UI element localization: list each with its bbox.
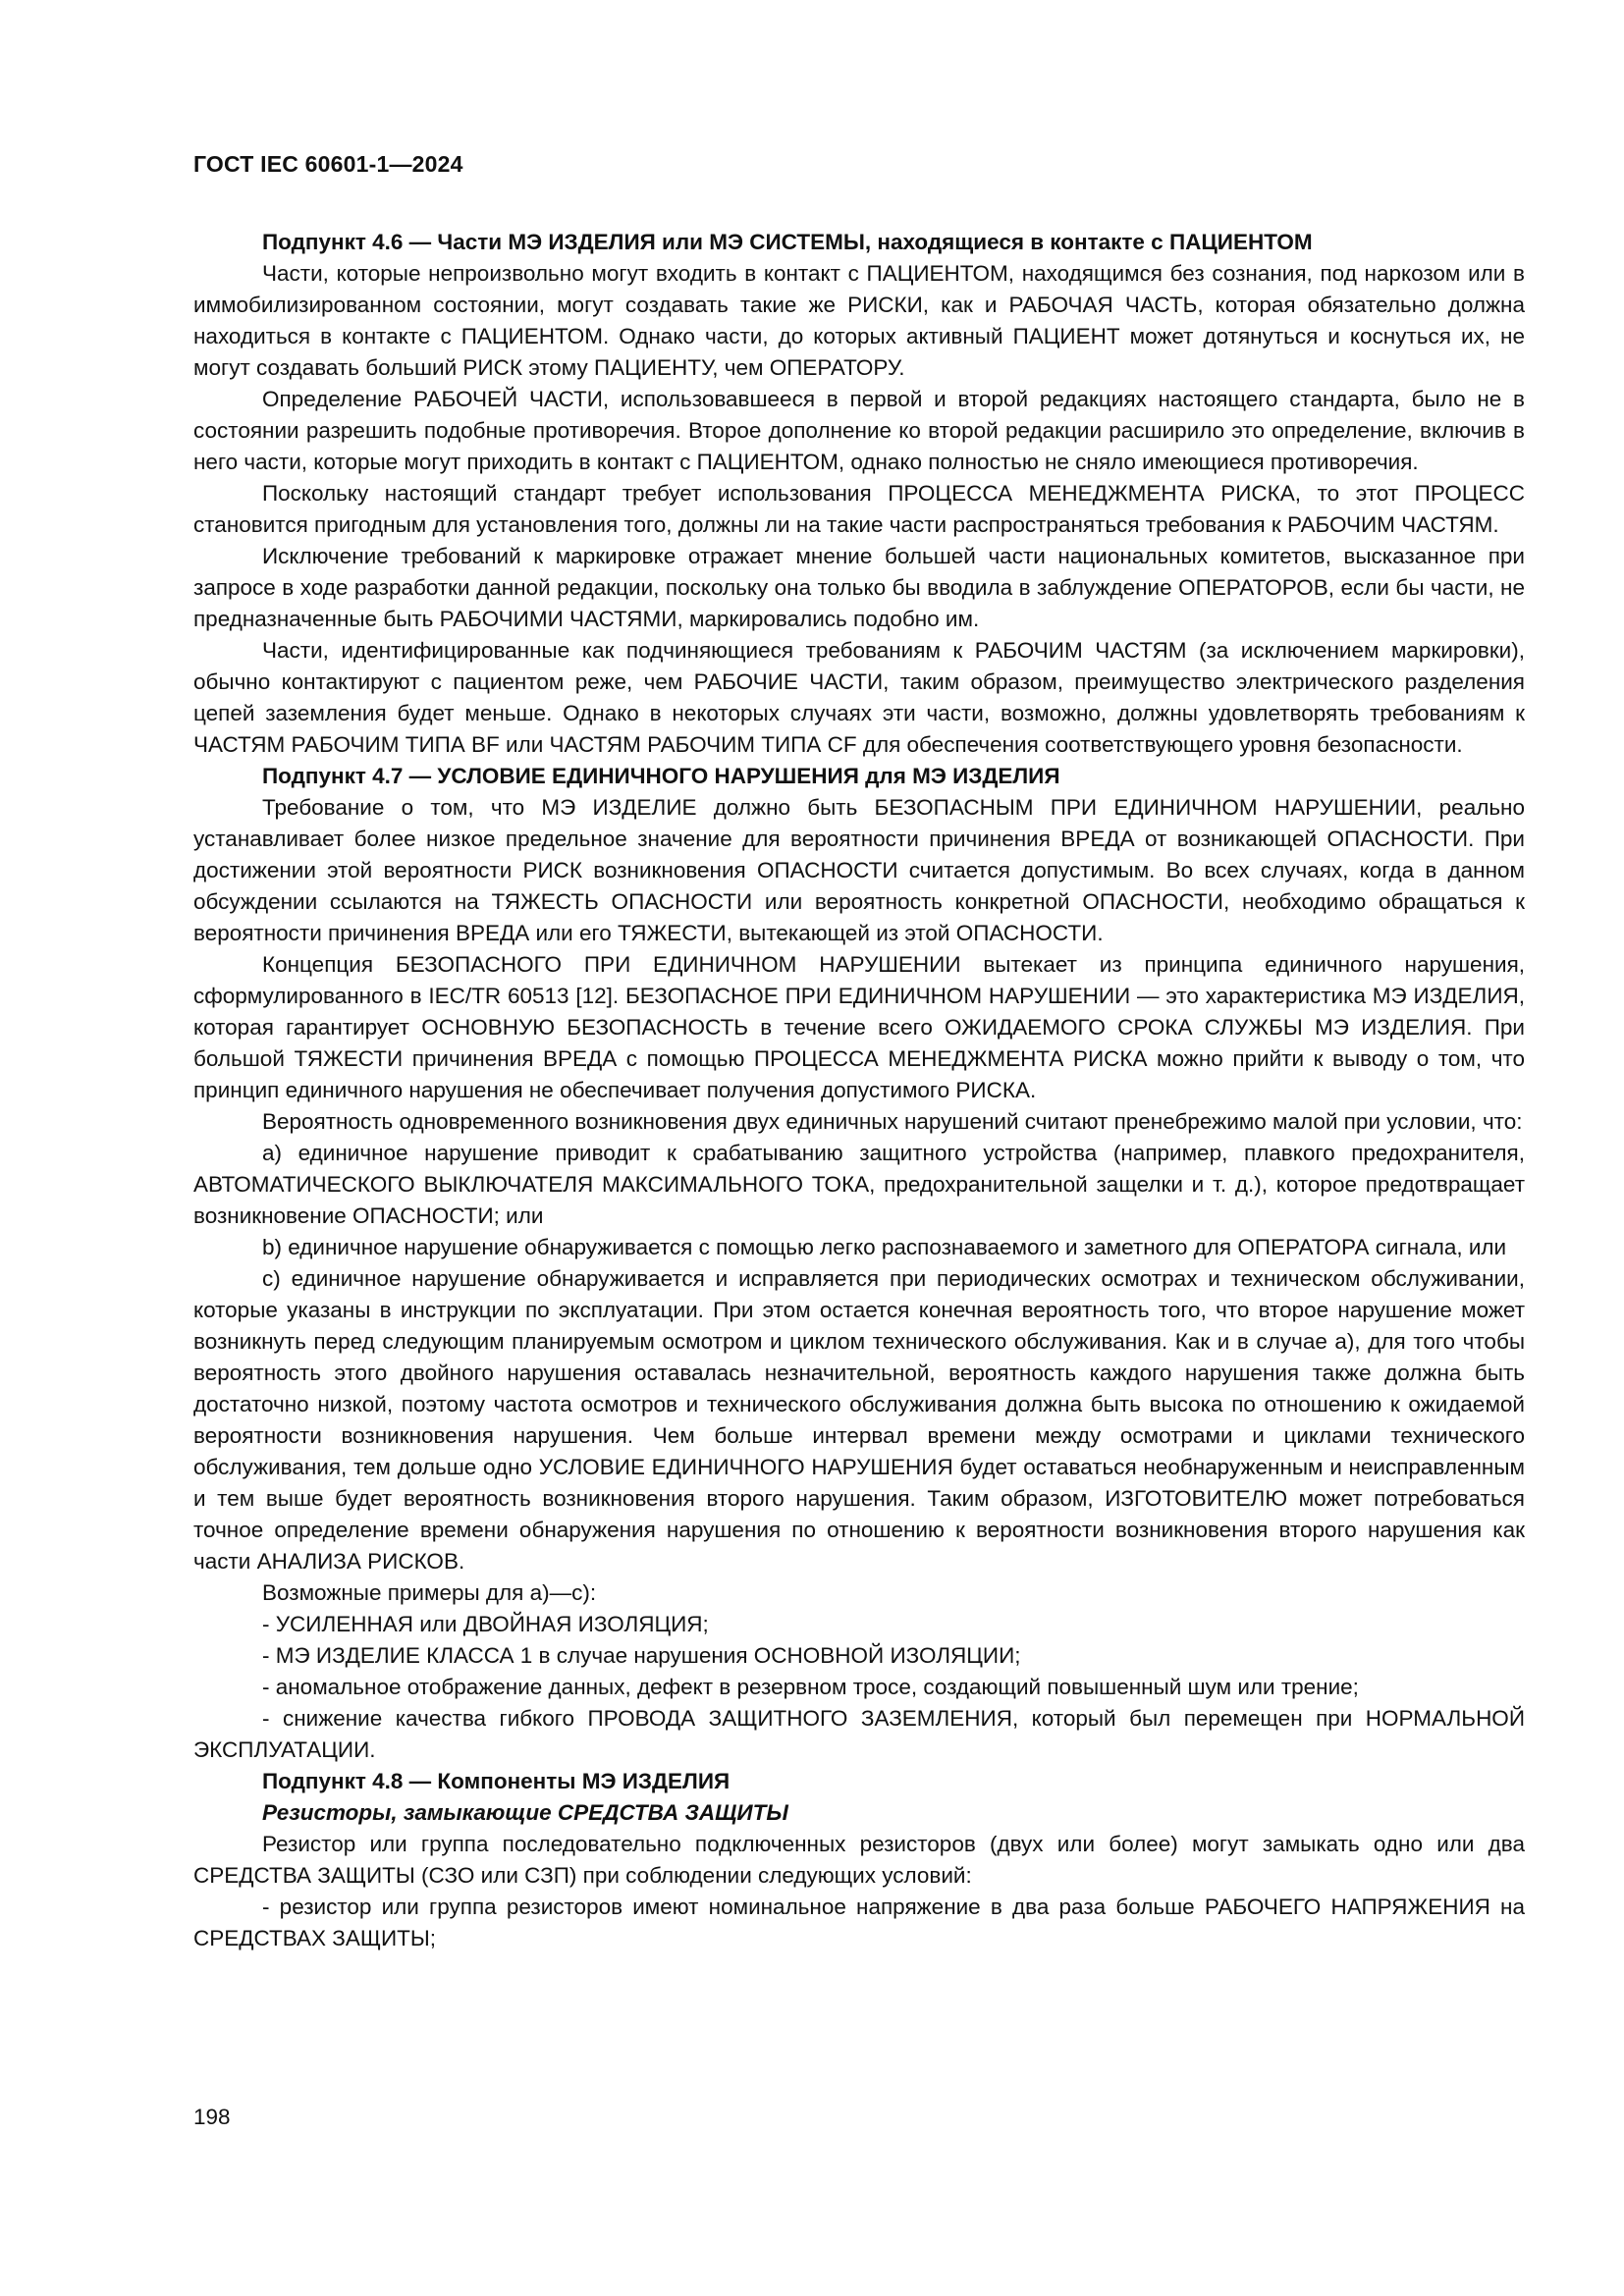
bullet-item: - резистор или группа резисторов имеют номинальное напряжение в два раза больше РАБОЧЕГО НАПРЯЖЕНИЯ на СРЕДСТВАХ ЗАЩИТЫ; bbox=[193, 1895, 1525, 1950]
paragraph: Концепция БЕЗОПАСНОГО ПРИ ЕДИНИЧНОМ НАРУШЕНИИ вытекает из принципа единичного нарушения, сформулированного в IEC/TR 60513 [12]. БЕЗОПАСНОЕ ПРИ ЕДИНИЧНОМ НАРУШЕНИИ — это характеристика МЭ ИЗДЕЛИЯ, которая гарантирует ОСНОВНУЮ БЕЗОПАСНОСТЬ в течение всего ОЖИДАЕМОГО СРОКА СЛУЖБЫ МЭ ИЗДЕЛИЯ. При большой ТЯЖЕСТИ причинения ВРЕДА с помощью ПРОЦЕССА МЕНЕДЖМЕНТА РИСКА можно прийти к выводу о том, что принцип единичного нарушения не обеспечивает получения допустимого РИСКА. bbox=[193, 952, 1525, 1102]
paragraph: Вероятность одновременного возникновения двух единичных нарушений считают пренебрежимо малой при условии, что: bbox=[262, 1109, 1523, 1134]
bullet-item: - УСИЛЕННАЯ или ДВОЙНАЯ ИЗОЛЯЦИЯ; bbox=[262, 1612, 709, 1636]
document-body bbox=[193, 227, 1525, 1954]
list-item: a) единичное нарушение приводит к срабатыванию защитного устройства (например, плавкого предохранителя, АВТОМАТИЧЕСКОГО ВЫКЛЮЧАТЕЛЯ МАКСИМАЛЬНОГО ТОКА, предохранительной защелки и т. д.), которое предотвращает возникновение ОПАСНОСТИ; или bbox=[193, 1141, 1525, 1228]
section-heading: Подпункт 4.6 — Части МЭ ИЗДЕЛИЯ или МЭ СИСТЕМЫ, находящиеся в контакте с ПАЦИЕНТОМ bbox=[262, 230, 1313, 254]
paragraph: Части, которые непроизвольно могут входить в контакт с ПАЦИЕНТОМ, находящимся без сознания, под наркозом или в иммобилизированном состоянии, могут создавать такие же РИСКИ, как и РАБОЧАЯ ЧАСТЬ, которая обязательно должна находиться в контакте с ПАЦИЕНТОМ. Однако части, до которых активный ПАЦИЕНТ может дотянуться и коснуться их, не могут создавать больший РИСК этому ПАЦИЕНТУ, чем ОПЕРАТОРУ. bbox=[193, 261, 1525, 380]
bullet-item: - снижение качества гибкого ПРОВОДА ЗАЩИТНОГО ЗАЗЕМЛЕНИЯ, который был перемещен при НОРМАЛЬНОЙ ЭКСПЛУАТАЦИИ. bbox=[193, 1706, 1525, 1762]
paragraph: Возможные примеры для a)—c): bbox=[262, 1580, 597, 1605]
subsection-heading: Резисторы, замыкающие СРЕДСТВА ЗАЩИТЫ bbox=[262, 1800, 788, 1825]
page-number: 198 bbox=[193, 2105, 231, 2129]
paragraph: Резистор или группа последовательно подключенных резисторов (двух или более) могут замыкать одно или два СРЕДСТВА ЗАЩИТЫ (СЗО или СЗП) при соблюдении следующих условий: bbox=[193, 1832, 1525, 1888]
paragraph: Поскольку настоящий стандарт требует использования ПРОЦЕССА МЕНЕДЖМЕНТА РИСКА, то этот ПРОЦЕСС становится пригодным для установления того, должны ли на такие части распространяться требования к РАБОЧИМ ЧАСТЯМ. bbox=[193, 481, 1525, 537]
paragraph: Определение РАБОЧЕЙ ЧАСТИ, использовавшееся в первой и второй редакциях настоящего стандарта, было не в состоянии разрешить подобные противоречия. Второе дополнение ко второй редакции расширило это определение, включив в него части, которые могут приходить в контакт с ПАЦИЕНТОМ, однако полностью не сняло имеющиеся противоречия. bbox=[193, 387, 1525, 474]
paragraph: Части, идентифицированные как подчиняющиеся требованиям к РАБОЧИМ ЧАСТЯМ (за исключением маркировки), обычно контактируют с пациентом реже, чем РАБОЧИЕ ЧАСТИ, таким образом, преимущество электрического разделения цепей заземления будет меньше. Однако в некоторых случаях эти части, возможно, должны удовлетворять требованиям к ЧАСТЯМ РАБОЧИМ ТИПА BF или ЧАСТЯМ РАБОЧИМ ТИПА CF для обеспечения соответствующего уровня безопасности. bbox=[193, 638, 1525, 757]
paragraph: Исключение требований к маркировке отражает мнение большей части национальных комитетов, высказанное при запросе в ходе разработки данной редакции, поскольку она только бы вводила в заблуждение ОПЕРАТОРОВ, если бы части, не предназначенные быть РАБОЧИМИ ЧАСТЯМИ, маркировались подобно им. bbox=[193, 544, 1525, 631]
paragraph: Требование о том, что МЭ ИЗДЕЛИЕ должно быть БЕЗОПАСНЫМ ПРИ ЕДИНИЧНОМ НАРУШЕНИИ, реально устанавливает более низкое предельное значение для вероятности причинения ВРЕДА от возникающей ОПАСНОСТИ. При достижении этой вероятности РИСК возникновения ОПАСНОСТИ считается допустимым. Во всех случаях, когда в данном обсуждении ссылаются на ТЯЖЕСТЬ ОПАСНОСТИ или вероятность конкретной ОПАСНОСТИ, необходимо обращаться к вероятности причинения ВРЕДА или его ТЯЖЕСТИ, вытекающей из этой ОПАСНОСТИ. bbox=[193, 795, 1525, 945]
bullet-item: - аномальное отображение данных, дефект в резервном тросе, создающий повышенный шум или трение; bbox=[262, 1675, 1359, 1699]
bullet-item: - МЭ ИЗДЕЛИЕ КЛАССА 1 в случае нарушения ОСНОВНОЙ ИЗОЛЯЦИИ; bbox=[262, 1643, 1021, 1668]
section-heading: Подпункт 4.7 — УСЛОВИЕ ЕДИНИЧНОГО НАРУШЕНИЯ для МЭ ИЗДЕЛИЯ bbox=[262, 764, 1060, 788]
list-item: c) единичное нарушение обнаруживается и исправляется при периодических осмотрах и техническом обслуживании, которые указаны в инструкции по эксплуатации. При этом остается конечная вероятность того, что второе нарушение может возникнуть перед следующим планируемым осмотром и циклом технического обслуживания. Как и в случае a), для того чтобы вероятность этого двойного нарушения оставалась незначительной, вероятность каждого нарушения также должна быть достаточно низкой, поэтому частота осмотров и технического обслуживания должна быть высока по отношению к ожидаемой вероятности возникновения нарушения. Чем больше интервал времени между осмотрами и циклами технического обслуживания, тем дольше одно УСЛОВИЕ ЕДИНИЧНОГО НАРУШЕНИЯ будет оставаться необнаруженным и неисправленным и тем выше будет вероятность возникновения второго нарушения. Таким образом, ИЗГОТОВИТЕЛЮ может потребоваться точное определение времени обнаружения нарушения по отношению к вероятности возникновения второго нарушения как части АНАЛИЗА РИСКОВ. bbox=[193, 1266, 1525, 1574]
document-header: ГОСТ IEC 60601-1—2024 bbox=[193, 151, 463, 177]
list-item: b) единичное нарушение обнаруживается с помощью легко распознаваемого и заметного для ОПЕРАТОРА сигнала, или bbox=[262, 1235, 1507, 1259]
section-heading: Подпункт 4.8 — Компоненты МЭ ИЗДЕЛИЯ bbox=[262, 1769, 731, 1793]
